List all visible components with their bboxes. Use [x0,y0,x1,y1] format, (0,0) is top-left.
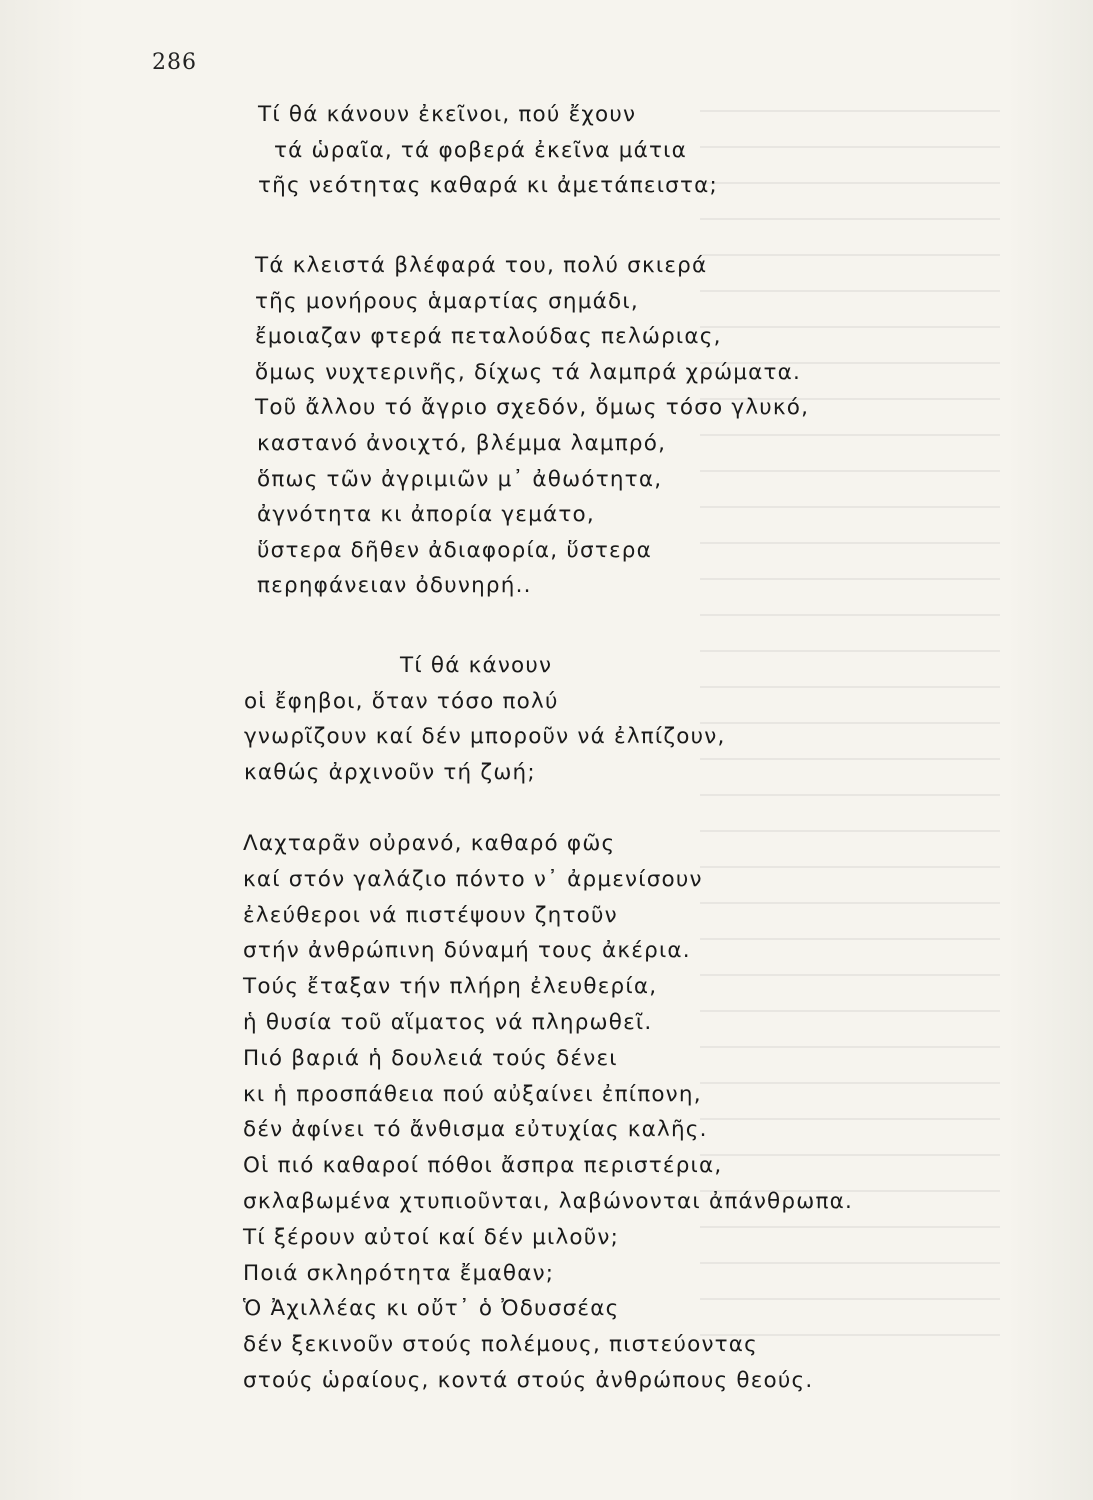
poem-line: καστανό ἀνοιχτό, βλέμμα λαμπρό, [257,430,667,456]
poem-line: δέν ξεκινοῦν στούς πολέμους, πιστεύοντας [243,1332,758,1358]
poem-line: στήν ἀνθρώπινη δύναμή τους ἀκέρια. [243,938,691,964]
poem-line: οἱ ἔφηβοι, ὅταν τόσο πολύ [244,688,559,714]
poem-line: Τί ξέρουν αὐτοί καί δέν μιλοῦν; [243,1224,620,1250]
stanza-2 [255,248,809,604]
poem-line: περηφάνειαν ὀδυνηρή.. [257,573,532,599]
poem-line: καθώς ἀρχινοῦν τή ζωή; [244,759,536,785]
poem-line: Τούς ἔταξαν τήν πλήρη ἐλευθερία, [243,974,658,1000]
poem-line: ἐλεύθεροι νά πιστέψουν ζητοῦν [243,902,618,928]
poem-line: ἡ θυσία τοῦ αἵματος νά πληρωθεῖ. [243,1009,653,1035]
poem-line: Λαχταρᾶν οὐρανό, καθαρό φῶς [243,831,616,856]
poem-line: στούς ὡραίους, κοντά στούς ἀνθρώπους θεούς. [243,1367,814,1393]
poem-line: κι ἡ προσπάθεια πού αὐξαίνει ἐπίπονη, [243,1081,702,1107]
poem-line: Οἱ πιό καθαροί πόθοι ἄσπρα περιστέρια, [243,1153,723,1179]
poem-line: Τοῦ ἄλλου τό ἄγριο σχεδόν, ὅμως τόσο γλυκό, [255,395,810,421]
poem-line: ἀγνότητα κι ἀπορία γεμάτο, [257,502,595,528]
poem-line: δέν ἀφίνει τό ἄνθισμα εὐτυχίας καλῆς. [243,1117,708,1143]
page-number: 286 [152,50,197,75]
stanza-3 [244,648,726,790]
poem-line: Ποιά σκληρότητα ἔμαθαν; [243,1260,555,1286]
poem-line: ὕστερα δῆθεν ἀδιαφορία, ὕστερα [257,537,653,563]
poem-line: Τά κλειστά βλέφαρά του, πολύ σκιερά [255,253,708,278]
poem-line: σκλαβωμένα χτυπιοῦνται, λαβώνονται ἀπάνθρωπα. [243,1188,853,1214]
poem-line: τῆς νεότητας καθαρά κι ἀμετάπειστα; [258,173,718,199]
poem-line: γνωρῖζουν καί δέν μποροῦν νά ἐλπίζουν, [244,724,726,750]
poem-line: Πιό βαριά ἡ δουλειά τούς δένει [243,1045,618,1071]
stanza-4 [243,826,853,1399]
poem-line: ἔμοιαζαν φτερά πεταλούδας πελώριας, [255,324,722,350]
poem-line: καί στόν γαλάζιο πόντο ν᾽ ἀρμενίσουν [243,866,703,892]
poem-line: Τί θά κάνουν [400,653,553,678]
stanza-1 [258,97,718,204]
poem-line: τά ὡραῖα, τά φοβερά ἐκεῖνα μάτια [274,137,688,163]
poem-line: Ὁ Ἀχιλλέας κι οὔτ᾽ ὁ Ὀδυσσέας [243,1296,620,1322]
poem-line: ὅπως τῶν ἀγριμιῶν μ᾽ ἀθωότητα, [257,466,663,492]
poem-line: τῆς μονήρους ἁμαρτίας σημάδι, [255,288,639,314]
poem-line: Τί θά κάνουν ἐκεῖνοι, πού ἔχουν [258,102,637,127]
poem-line: ὅμως νυχτερινῆς, δίχως τά λαμπρά χρώματα. [255,359,802,385]
